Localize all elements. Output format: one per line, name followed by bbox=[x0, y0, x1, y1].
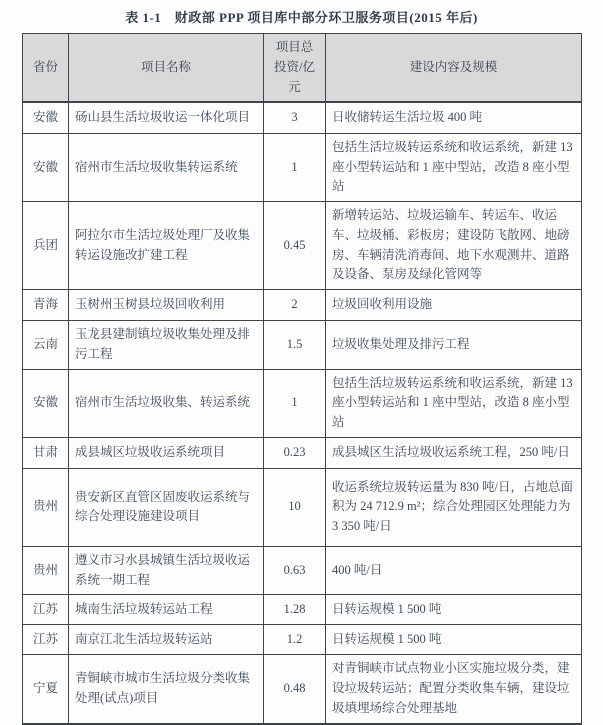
cell-province: 安徽 bbox=[23, 133, 69, 201]
header-row bbox=[23, 34, 582, 103]
cell-content: 新增转运站、垃圾运输车、转运车、收运车、垃圾桶、彩板房；建设防飞散网、地磅房、车辆清洗消毒间、地下水观测井、道路及设备、泵房及绿化管网等 bbox=[326, 202, 582, 290]
cell-project: 城南生活垃圾转运站工程 bbox=[69, 595, 264, 625]
table-row bbox=[23, 202, 582, 290]
header-total-investment: 项目总投资/亿元 bbox=[264, 34, 326, 103]
cell-investment: 0.63 bbox=[264, 546, 326, 595]
cell-content: 包括生活垃圾转运系统和收运系统，新建 13 座小型转运站和 1 座中型站，改造 8 座小型站 bbox=[326, 369, 582, 437]
cell-content: 收运系统垃圾转运量为 830 吨/日，占地总面积为 24 712.9 m²；综合处理园区处理能力为 3 350 吨/日 bbox=[326, 468, 582, 546]
table-body bbox=[23, 102, 582, 723]
cell-province: 兵团 bbox=[23, 202, 69, 290]
cell-project: 玉龙县建制镇垃圾收集处理及排污工程 bbox=[69, 321, 264, 370]
cell-content: 成县城区生活垃圾收运系统工程，250 吨/日 bbox=[326, 437, 582, 468]
table-header bbox=[23, 34, 582, 103]
cell-investment: 0.48 bbox=[264, 655, 326, 724]
cell-project: 南京江北生活垃圾转运站 bbox=[69, 625, 264, 655]
cell-province: 贵州 bbox=[23, 468, 69, 546]
cell-province: 宁夏 bbox=[23, 655, 69, 724]
cell-project: 青铜峡市城市生活垃圾分类收集处理(试点)项目 bbox=[69, 655, 264, 724]
cell-content: 400 吨/日 bbox=[326, 546, 582, 595]
cell-province: 安徽 bbox=[23, 369, 69, 437]
table-title: 表 1-1 财政部 PPP 项目库中部分环卫服务项目(2015 年后) bbox=[125, 10, 478, 25]
cell-province: 甘肃 bbox=[23, 437, 69, 468]
cell-province: 青海 bbox=[23, 290, 69, 321]
ppp-projects-table bbox=[22, 33, 582, 725]
table-row bbox=[23, 625, 582, 655]
cell-content: 包括生活垃圾转运系统和收运系统，新建 13 座小型转运站和 1 座中型站，改造 8 座小型站 bbox=[326, 133, 582, 201]
cell-content: 日转运规模 1 500 吨 bbox=[326, 595, 582, 625]
header-construction-content: 建设内容及规模 bbox=[326, 34, 582, 103]
table-row bbox=[23, 546, 582, 595]
cell-province: 江苏 bbox=[23, 625, 69, 655]
table-row bbox=[23, 133, 582, 201]
cell-investment: 0.45 bbox=[264, 202, 326, 290]
cell-content: 垃圾收集处理及排污工程 bbox=[326, 321, 582, 370]
cell-province: 江苏 bbox=[23, 595, 69, 625]
cell-investment: 1.5 bbox=[264, 321, 326, 370]
cell-province: 安徽 bbox=[23, 102, 69, 133]
cell-project: 成县城区垃圾收运系统项目 bbox=[69, 437, 264, 468]
header-province: 省份 bbox=[23, 34, 69, 103]
cell-province: 贵州 bbox=[23, 546, 69, 595]
cell-project: 砀山县生活垃圾收运一体化项目 bbox=[69, 102, 264, 133]
cell-investment: 3 bbox=[264, 102, 326, 133]
cell-investment: 1.2 bbox=[264, 625, 326, 655]
table-row bbox=[23, 655, 582, 724]
table-row bbox=[23, 437, 582, 468]
cell-investment: 10 bbox=[264, 468, 326, 546]
table-row bbox=[23, 102, 582, 133]
table-row bbox=[23, 290, 582, 321]
cell-investment: 0.23 bbox=[264, 437, 326, 468]
cell-content: 日收储转运生活垃圾 400 吨 bbox=[326, 102, 582, 133]
cell-investment: 1 bbox=[264, 369, 326, 437]
cell-province: 云南 bbox=[23, 321, 69, 370]
cell-project: 遵义市习水县城镇生活垃圾收运系统一期工程 bbox=[69, 546, 264, 595]
cell-investment: 1.28 bbox=[264, 595, 326, 625]
table-row bbox=[23, 369, 582, 437]
cell-project: 贵安新区直管区固废收运系统与综合处理设施建设项目 bbox=[69, 468, 264, 546]
header-project-name: 项目名称 bbox=[69, 34, 264, 103]
cell-project: 玉树州玉树县垃圾回收利用 bbox=[69, 290, 264, 321]
cell-project: 宿州市生活垃圾收集、转运系统 bbox=[69, 369, 264, 437]
table-row bbox=[23, 595, 582, 625]
cell-content: 垃圾回收利用设施 bbox=[326, 290, 582, 321]
cell-project: 宿州市生活垃圾收集转运系统 bbox=[69, 133, 264, 201]
cell-investment: 2 bbox=[264, 290, 326, 321]
table-row bbox=[23, 468, 582, 546]
cell-content: 对青铜峡市试点物业小区实施垃圾分类，建设垃圾转运站；配置分类收集车辆，建设垃圾填埋场综合处理基地 bbox=[326, 655, 582, 724]
cell-project: 阿拉尔市生活垃圾处理厂及收集转运设施改扩建工程 bbox=[69, 202, 264, 290]
cell-content: 日转运规模 1 500 吨 bbox=[326, 625, 582, 655]
table-row bbox=[23, 321, 582, 370]
cell-investment: 1 bbox=[264, 133, 326, 201]
